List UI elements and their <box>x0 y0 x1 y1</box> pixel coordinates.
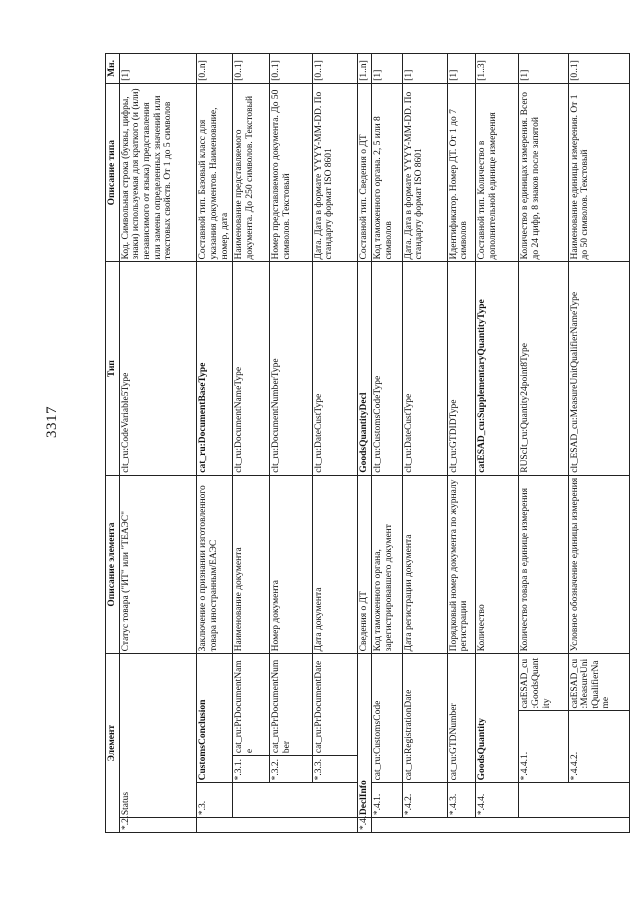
element-name: cat_ru:RegistrationDate <box>402 654 447 783</box>
element-description: Количество товара в единице измерения <box>519 475 568 654</box>
table-row <box>233 54 270 833</box>
multiplicity: [1] <box>447 54 476 84</box>
row-number: *.4.4.2. <box>568 711 629 783</box>
element-type: cat_ru:DocumentBaseType <box>197 262 233 475</box>
element-description: Сведения о ДТ <box>357 475 371 654</box>
element-type: clt_ru:CustomsCodeType <box>372 262 403 475</box>
element-description: Статус товара ("ИТ" или "ТЕАЭС" <box>119 475 197 654</box>
element-description: Дата документа <box>312 475 357 654</box>
element-name: cat_ru:PrDocumentNumber <box>269 654 312 756</box>
element-type: GoodsQuantityDecl <box>357 262 371 475</box>
header-multiplicity: Мн. <box>106 54 120 84</box>
element-name: cat_ru:CustomsCode <box>372 654 403 783</box>
element-description: Условное обозначение единицы измерения <box>568 475 629 654</box>
table-row <box>197 54 233 833</box>
type-description: Код. Символьная строка (буквы, цифры, знаки) используемая для краткого (и (или) независимого от языка) представления или замены определенных значений или текстовых свойств. От 1 до 5 символов <box>119 83 197 262</box>
row-number: *.3.2. <box>269 756 312 783</box>
element-type: clt_ru:DateCustType <box>312 262 357 475</box>
element-name: catESAD_cu:GoodsQuantity <box>519 654 568 711</box>
row-number: *.2. <box>119 818 197 833</box>
multiplicity: [1] <box>119 54 197 84</box>
element-description: Наименование документа <box>233 475 270 654</box>
multiplicity: [1] <box>372 54 403 84</box>
multiplicity: [0..1] <box>233 54 270 84</box>
type-description: Идентификатор. Номер ДТ. От 1 до 7 символов <box>447 83 476 262</box>
element-name: cat_ru:PrDocumentDate <box>312 654 357 756</box>
table-row <box>447 54 476 833</box>
multiplicity: [1..n] <box>357 54 371 84</box>
page-number: 3317 <box>44 406 60 438</box>
spec-table <box>105 53 630 833</box>
element-name: DeclInfo <box>357 654 371 818</box>
element-type: clt_ru:GTDIDType <box>447 262 476 475</box>
table-row <box>372 54 403 833</box>
row-number: *.4. <box>357 818 371 833</box>
element-type: clt_ru:DocumentNumberType <box>269 262 312 475</box>
table-row <box>519 54 568 833</box>
row-number: *.4.4.1. <box>519 711 568 783</box>
type-description: Код таможенного органа. 2, 5 или 8 символов <box>372 83 403 262</box>
row-number: *.3.1. <box>233 756 270 783</box>
element-type: clt_ru:DateCustType <box>402 262 447 475</box>
multiplicity: [1] <box>402 54 447 84</box>
header-description: Описание элемента <box>106 475 120 654</box>
type-description: Наименование единицы измерения. От 1 до 50 символов. Текстовый <box>568 83 629 262</box>
indent-cell <box>197 818 357 833</box>
multiplicity: [1] <box>519 54 568 84</box>
multiplicity: [0..n] <box>197 54 233 84</box>
type-description: Дата. Дата в формате YYYY-MM-DD. По стандарту формат ISO 8601 <box>402 83 447 262</box>
table-row <box>357 54 371 833</box>
element-description: Порядковый номер документа по журналу регистрации <box>447 475 476 654</box>
element-type: clt_ru:DocumentNameType <box>233 262 270 475</box>
table-row <box>119 54 197 833</box>
type-description: Дата. Дата в формате YYYY-MM-DD. По стандарту формат ISO 8601 <box>312 83 357 262</box>
row-number: *.4.4. <box>476 783 519 818</box>
header-type-description: Описание типа <box>106 83 120 262</box>
element-type: clt_ESAD_cu:MeasureUnitQualifierNameType <box>568 262 629 475</box>
element-description: Код таможенного органа, зарегистрировавшего документ <box>372 475 403 654</box>
element-name: CustomsConclusion <box>197 654 233 783</box>
header-type: Тип <box>106 262 120 475</box>
type-description: Количество в единицах измерения. Всего до 24 цифр, 8 знаков после запятой <box>519 83 568 262</box>
indent-cell <box>233 783 358 818</box>
element-name: GoodsQuantity <box>476 654 519 783</box>
row-number: *.4.3. <box>447 783 476 818</box>
element-type: RUScIt_ru:Quantity24point8Type <box>519 262 568 475</box>
rotated-table-container <box>105 53 630 833</box>
row-number: *.4.1. <box>372 783 403 818</box>
element-name: cat_ru:GTDNumber <box>447 654 476 783</box>
row-number: *.3.3. <box>312 756 357 783</box>
table-row <box>269 54 312 833</box>
element-type: catESAD_cu:SupplementaryQuantityType <box>476 262 519 475</box>
element-description: Дата регистрации документа <box>402 475 447 654</box>
table-row <box>402 54 447 833</box>
type-description: Составной тип. Базовый класс для указания документов. Наименование, номер, дата <box>197 83 233 262</box>
type-description: Составной тип. Сведения о ДТ <box>357 83 371 262</box>
element-description: Количество <box>476 475 519 654</box>
type-description: Наименование представляемого документа. До 250 символов. Текстовый <box>233 83 270 262</box>
type-description: Номер представляемого документа. До 50 символов. Текстовый <box>269 83 312 262</box>
indent-cell <box>519 783 630 818</box>
row-number: *.3. <box>197 783 233 818</box>
table-row <box>476 54 519 833</box>
multiplicity: [1..3] <box>476 54 519 84</box>
element-name: catESAD_cu:MeasureUnitQualifierName <box>568 654 629 711</box>
header-element: Элемент <box>106 654 120 833</box>
row-number: *.4.2. <box>402 783 447 818</box>
table-row <box>568 54 629 833</box>
multiplicity: [0..1] <box>312 54 357 84</box>
table-row <box>312 54 357 833</box>
element-name: Status <box>119 654 197 818</box>
multiplicity: [0..1] <box>269 54 312 84</box>
multiplicity: [0..1] <box>568 54 629 84</box>
indent-cell <box>372 818 630 833</box>
element-type: clt_ru:CodeVariable5Type <box>119 262 197 475</box>
type-description: Составной тип. Количество в дополнительной единице измерения <box>476 83 519 262</box>
element-description: Заключение о признании изготовленного товара иностранным/ЕАЭС <box>197 475 233 654</box>
element-description: Номер документа <box>269 475 312 654</box>
element-name: cat_ru:PrDocumentName <box>233 654 270 756</box>
